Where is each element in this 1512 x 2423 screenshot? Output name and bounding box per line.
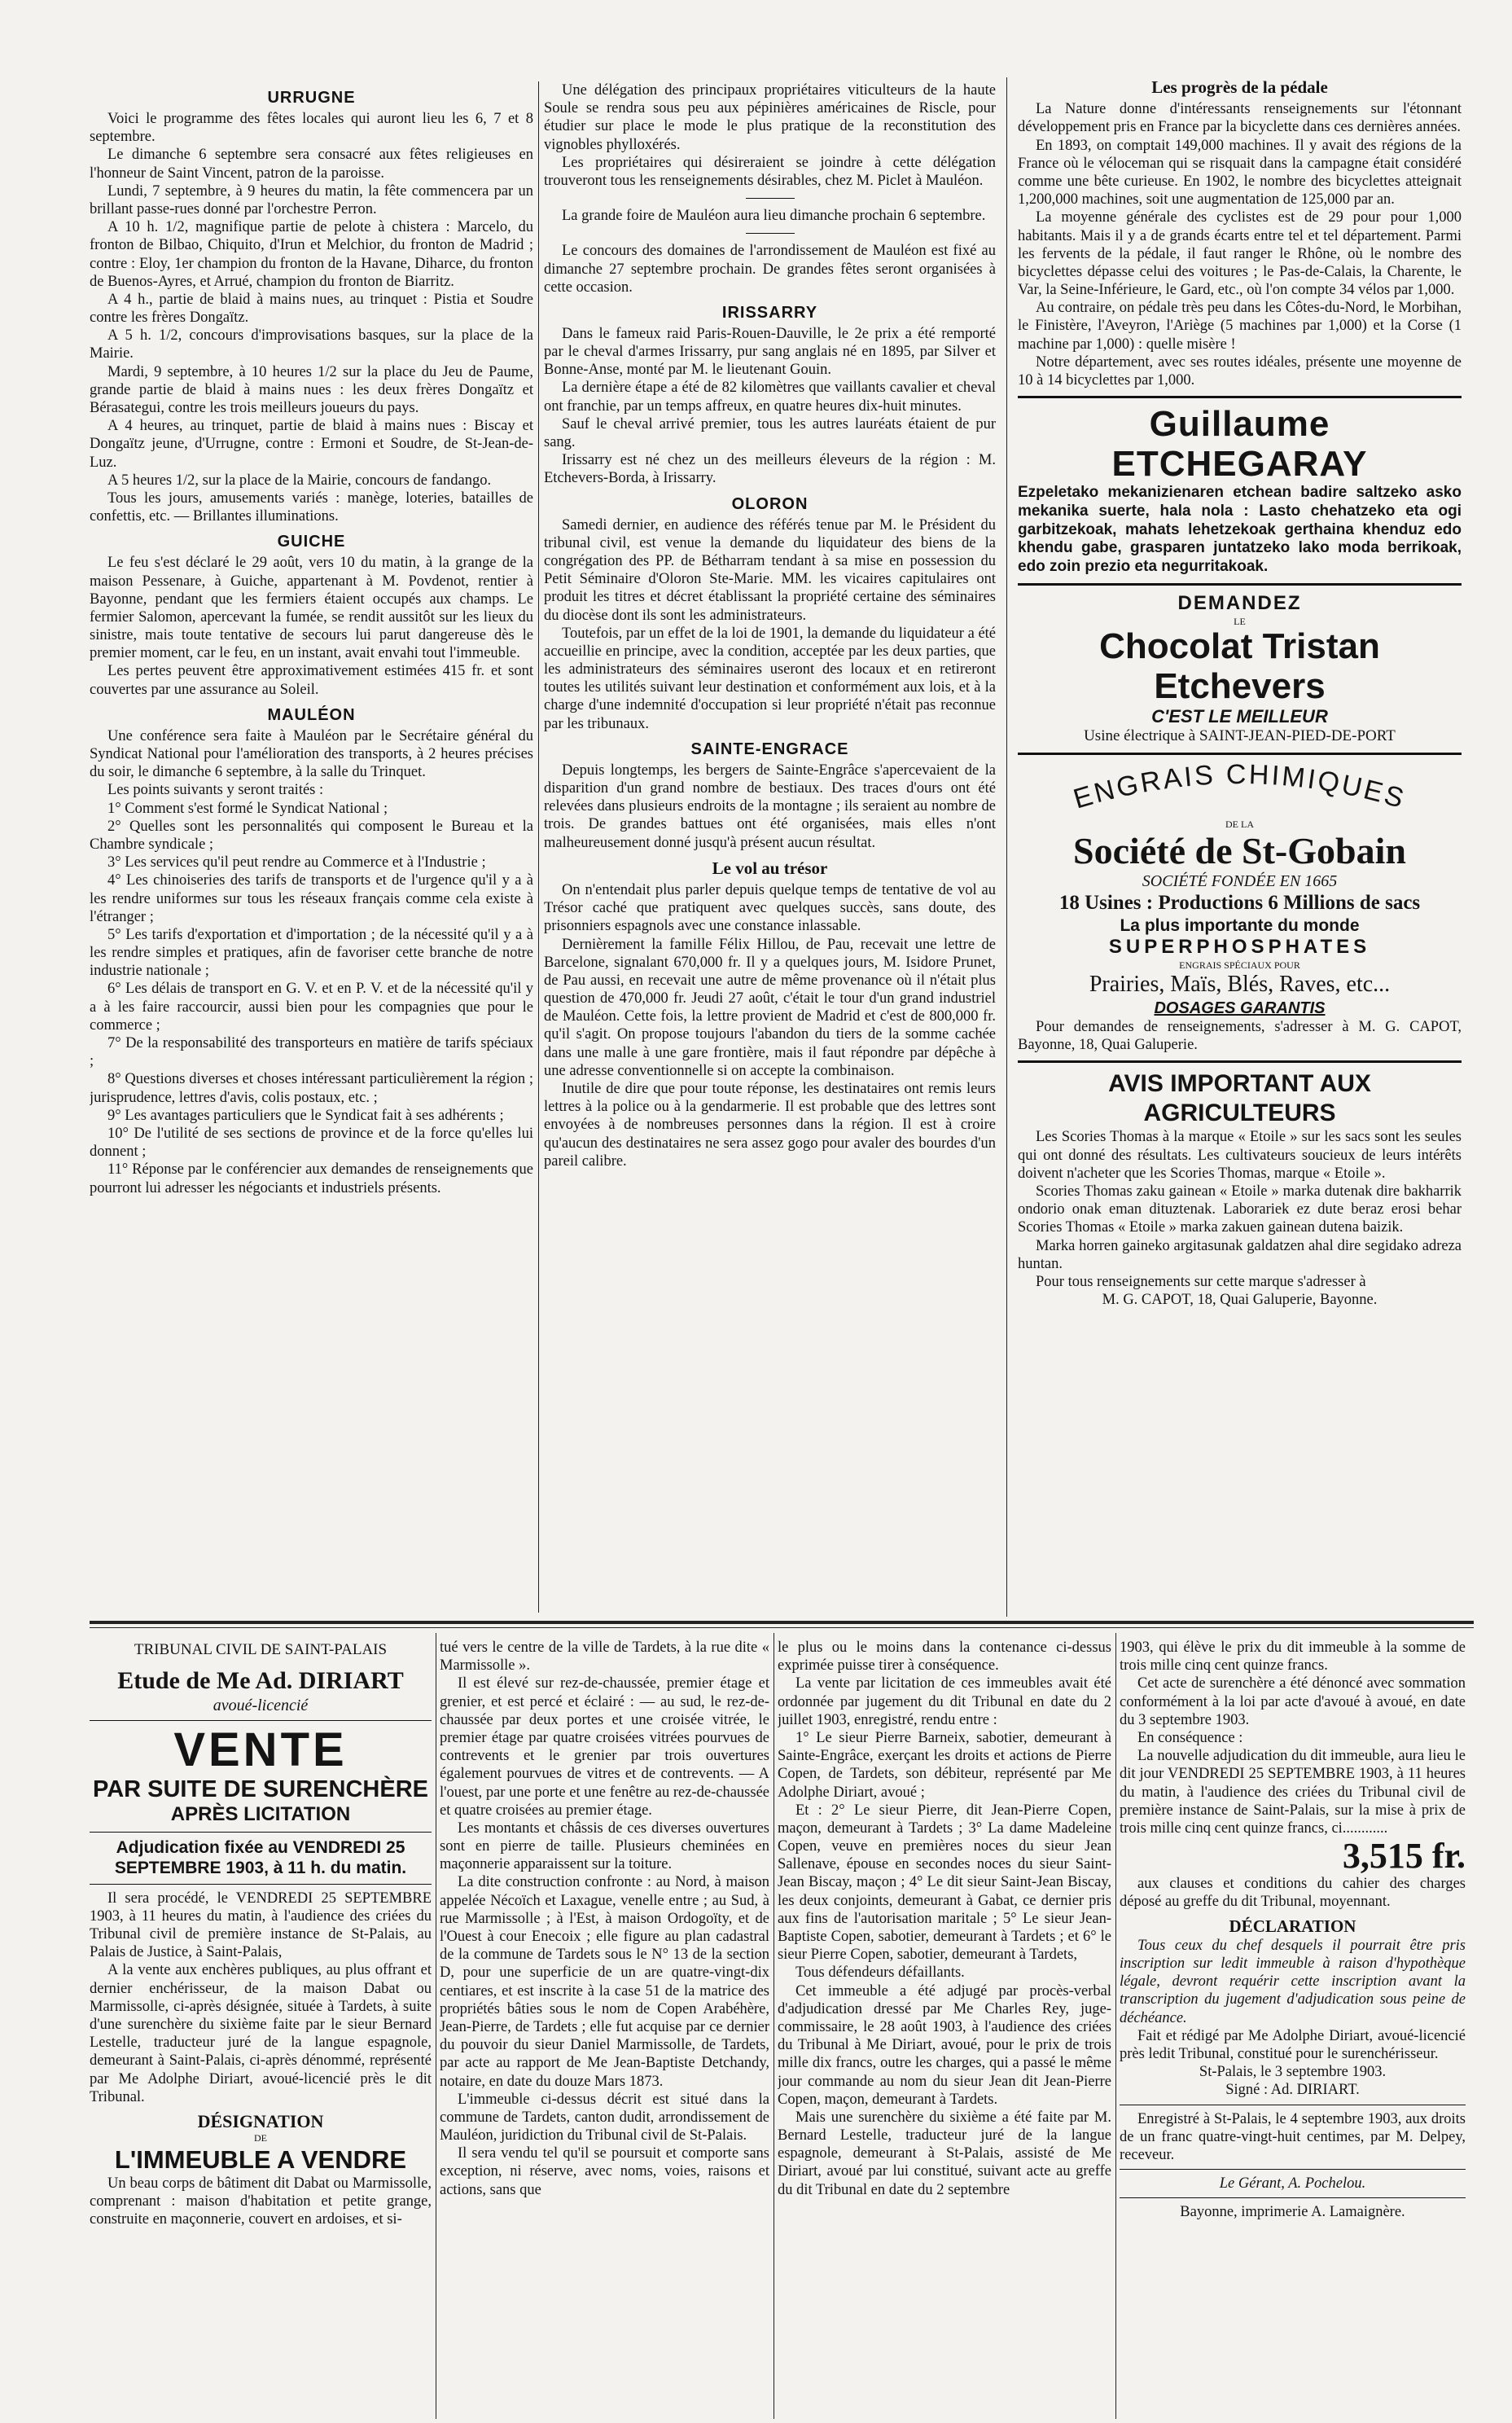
paragraph: Les Scories Thomas à la marque « Etoile » sur les sacs sont les seules qui ont donné des résultats. Les cultivateurs soucieux de leurs intérêts doivent n'acheter que les Scories Thomas, marque « Etoile ». [1018,1129,1462,1182]
paragraph: Il est élevé sur rez-de-chaussée, premier étage et grenier, et est percé et éclairé : — au sud, le rez-de-chaussée par deux portes et une croisée vitrée, le premier étage par quatre croisées vitrées pourvues de contrevents et le grenier par trois ouvertures également pourvues de vitres et de contrevents. — A l'ouest, par une porte et une fenêtre au rez-de-chaussée et quatre croisées au premier étage. [440,1675,769,1819]
paragraph: Et : 2° Le sieur Pierre, dit Jean-Pierre Copen, maçon, demeurant à Tardets ; 3° La dame Madeleine Copen, veuve en premières noces du sieur Jean Sallenave, épouse en secondes noces du sieur Saint-Jean Biscay, maçon ; 4° Le dit sieur Saint-Jean Biscay, les deux conjoints, demeurant à Gabat, ce dernier pris aux fins de l'autorisation maritale ; 5° Le sieur Jean-Baptiste Copen, sabotier, demeurant à Tardets ; et 6° le sieur Pierre Copen, sabotier, demeurant à Tardets, [778,1802,1111,1964]
paragraph: 6° Les délais de transport en G. V. et en P. V. et de la nécessité qu'il y a à les faire raccourcir, aussi bien pour les compagnies que pour le commerce ; [90,981,533,1034]
pedale-heading: Les progrès de la pédale [1151,77,1328,97]
paragraph: 1903, qui élève le prix du dit immeuble à la somme de trois mille cinq cent quinze francs. [1120,1639,1466,1675]
paragraph: Marka horren gaineko argitasunak galdatzen ahal dire segidako adreza huntan. [1018,1237,1462,1272]
declaration-text: Tous ceux du chef desquels il pourrait être pris inscription sur ledit immeuble à raison d'hypothèque légale, devront requérir cette inscription avant la transcription du jugement d'adjudication sous peine de déchéance. [1120,1937,1466,2026]
paragraph: Depuis longtemps, les bergers de Sainte-Engrâce s'apercevaient de la disparition d'un grand nombre de bestiaux. Des traces d'ours ont été relevées dans plusieurs endroits de la montagne ; ils seraient au nombre de trois. De grandes battues ont été organisées, mais elles n'ont malheureusement donné jusqu'à présent aucun résultat. [544,762,996,851]
paragraph: Au contraire, on pédale très peu dans les Côtes-du-Nord, le Morbihan, le Finistère, l'Aveyron, l'Ariège (5 machines par 1,000) et la Corse (1 machine par 1,000) : quelle misère ! [1018,300,1462,353]
paragraph: 7° De la responsabilité des transporteurs en matière de tarifs spéciaux ; [90,1035,533,1070]
etude-text: Etude de Me Ad. DIRIART [117,1666,404,1694]
etchegaray-title: Guillaume ETCHEGARAY [1111,404,1368,484]
paragraph: Mais une surenchère du sixième a été faite par M. Bernard Lestelle, traducteur juré de la langue espagnole, demeurant à St-Palais, assisté de Me Diriart, avoué par lui constitué, suivant acte au greffe du dit Tribunal en date du 2 septembre [778,2109,1111,2198]
paragraph: Tous défendeurs défaillants. [795,1964,965,1982]
capot-address: M. G. CAPOT, 18, Quai Galuperie, Bayonne. [1102,1292,1378,1309]
paragraph: tué vers le centre de la ville de Tardets, à la rue dite « Marmissolle ». [440,1639,769,1675]
usine-text: Usine électrique à SAINT-JEAN-PIED-DE-PORT [1084,727,1396,745]
paragraph: Enregistré à St-Palais, le 4 septembre 1903, aux droits de un franc quatre-vingt-huit centimes, par M. Delpey, receveur. [1120,2110,1466,2163]
legal-column-2 [440,1639,769,2419]
divider [1018,583,1462,586]
paragraph: La grande foire de Mauléon aura lieu dimanche prochain 6 septembre. [562,208,986,225]
chocolat-slogan: C'EST LE MEILLEUR [1151,705,1328,726]
paragraph: Le concours des domaines de l'arrondissement de Mauléon est fixé au dimanche 27 septembre prochain. De grandes fêtes seront organisées à cette occasion. [544,243,996,296]
demandez-text: DEMANDEZ [1177,591,1302,614]
paragraph: La dernière étape a été de 82 kilomètres que vaillants cavalier et cheval ont franchie, par un temps affreux, en quatre heures dix-huit minutes. [544,380,996,415]
paragraph: En 1893, on comptait 149,000 machines. Il y avait des régions de la France où le véloceman qui se risquait dans la campagne était considéré comme une bête curieuse. En 1902, le nombre des bicyclettes atteignait 1,200,000 machines, soit une augmentation de 125,000 par an. [1018,137,1462,209]
guiche-heading: GUICHE [277,533,346,551]
paragraph: Fait et rédigé par Me Adolphe Diriart, avoué-licencié près ledit Tribunal, constitué pour le surenchérisseur. [1120,2027,1466,2062]
paragraph: Mardi, 9 septembre, à 10 heures 1/2 sur la place du Jeu de Paume, grande partie de blaid à mains nues : les deux frères Dongaïtz et Bérasategui, contre les trois meilleurs joueurs du pays. [90,363,533,416]
paragraph: Toutefois, par un effet de la loi de 1901, la demande du liquidateur a été accueillie en principe, avec la condition, acceptée par les deux parties, que les administrateurs des séminaires useront des locaux et en retireront toutes les utilités suivant leur destination et conformément aux lois, et à la charge d'une indemnité d'occupation si leur propriété n'était pas reconnue par les tribunaux. [544,625,996,732]
paragraph: Notre département, avec ses routes idéales, présente une moyenne de 10 à 14 bicyclettes par 1,000. [1018,353,1462,388]
avoue-text: avoué-licencié [213,1696,309,1714]
gerant-text: Le Gérant, A. Pochelou. [1219,2175,1366,2193]
paragraph: 2° Quelles sont les personnalités qui composent le Bureau et la Chambre syndicale ; [90,818,533,853]
paragraph: La vente par licitation de ces immeubles avait été ordonnée par jugement du dit Tribunal en date du 2 juillet 1903, enregistré, rendu entre : [778,1675,1111,1728]
paragraph: La dite construction confronte : au Nord, à maison appelée Nécoïch et Laxague, venelle entre ; au Sud, à rue Marmissolle ; à l'Est, à maison Ordogoïty, et de l'Ouest à cour Enecoix ; elle figure au plan cadastral de la commune de Tardets sous le N° 13 de la section D, pour une superficie de un are quatre-vingt-dix centiares, et est inscrite à la case 51 de la matrice des propriétés bâties sous le nom de Copen Arabéhère, Jean-Pierre, de Tardets ; elle fut acquise par ce dernier du pouvoir du sieur Daniel Marmissolle, de Tardets, par acte au rapport de Me Jean-Baptiste Detchandy, notaire, en date du douze Mars 1873. [440,1874,769,2090]
paragraph: La Nature donne d'intéressants renseignements sur l'étonnant développement pris en France par la bicyclette dans ces dernières années. [1018,101,1462,136]
licitation-text: APRÈS LICITATION [170,1803,351,1826]
paragraph: Dernièrement la famille Félix Hillou, de Pau, recevait une lettre de Barcelone, signalant 670,000 fr. Il y a quelques jours, M. Isidore Prunet, de Pau aussi, en recevait une autre de même provenance où il n'était plus question de 470,000 fr. Jeudi 27 août, c'était le tour d'un grand industriel de Mauléon. Cette fois, la lettre provient de Madrid et c'est de 800,000 fr. qu'il s'agit. On propose toujours l'abandon du tiers de la somme cachée dans une malle à une gare frontière, mais il faut répondre par dépêche à une adresse conventionnelle si on accepte la combinaison. [544,936,996,1079]
legal-column-1 [90,1641,432,2419]
section-rule [90,1627,1474,1628]
sainte-engrace-heading: SAINTE-ENGRACE [690,740,849,758]
column-3 [1018,77,1462,1617]
urrugne-body [90,110,533,525]
divider [1018,1060,1462,1063]
paragraph: 4° Les chinoiseries des tarifs de transports et de l'urgence qu'il y a à les rendre uniformes sur tous les réseaux français comme cela existe à l'étranger ; [90,872,533,925]
engrais-arc-title [1018,762,1462,819]
le-text: LE [1234,615,1246,627]
divider [1120,2197,1466,2198]
paragraph: Une conférence sera faite à Mauléon par le Secrétaire général du Syndicat National pour l'amélioration des transports, à 2 heures précises du soir, le dimanche 6 septembre, à la salle du Trinquet. [90,727,533,781]
dosages-text: DOSAGES GARANTIS [1154,999,1326,1018]
column-divider [1115,1633,1116,2419]
paragraph: L'immeuble ci-dessus décrit est situé dans la commune de Tardets, canton dudit, arrondissement de Mauléon, juridiction du Tribunal civil de St-Palais. [440,2091,769,2144]
paragraph: Sauf le cheval arrivé premier, tous les autres lauréats étaient de pur sang. [544,415,996,450]
paragraph: Dans le fameux raid Paris-Rouen-Dauville, le 2e prix a été remporté par le cheval d'armes Irissarry, pur sang anglais né en 1895, par Silver et Bonne-Anse, monté par M. le lieutenant Gouin. [544,325,996,379]
paragraph: A 4 heures, au trinquet, partie de blaid à mains nues : Biscay et Dongaïtz jeune, d'Urrugne, contre : Ermoni et Soudre, de St-Jean-de-Luz. [90,418,533,471]
divider [1018,753,1462,755]
paragraph: Irissarry est né chez un des meilleurs éleveurs de la région : M. Etchevers-Borda, à Irissarry. [544,452,996,487]
divider [90,1720,432,1721]
paragraph: 11° Réponse par le conférencier aux demandes de renseignements que pourront lui adresser les négociants et industriels présents. [90,1161,533,1196]
paragraph: Les pertes peuvent être approximativement estimées 415 fr. et sont couvertes par une assurance au Soleil. [90,663,533,698]
adjudication-text: Adjudication fixée au VENDREDI 25 SEPTEMBRE 1903, à 11 h. du matin. [114,1838,407,1878]
divider [746,233,795,234]
importante-text: La plus importante du monde [1120,916,1360,936]
urrugne-heading: URRUGNE [267,89,356,107]
paragraph: Le dimanche 6 septembre sera consacré aux fêtes religieuses en l'honneur de Saint Vincent, patron de la paroisse. [90,147,533,182]
paragraph: Le feu s'est déclaré le 29 août, vers 10 du matin, à la grange de la maison Pessenare, à Guiche, appartenant à M. Povdenot, rentier à Bayonne, pendant que les fermiers étaient occupés aux champs. Le fermier Salomon, apercevant la fumée, se rendit aussitôt sur les lieux du sinistre, mais toute tentative de secours lui parut dangereuse dès le premier moment, car le feu, en un instant, avait envahi tout l'immeuble. [90,555,533,662]
paragraph: aux clauses et conditions du cahier des charges déposé au greffe du dit Tribunal, moyennant. [1120,1876,1466,1911]
paragraph: Les montants et châssis de ces diverses ouvertures sont en pierre de taille. Plusieurs cheminées en maçonnerie apparaissent sur la toiture. [440,1819,769,1873]
paragraph: Il sera vendu tel qu'il se poursuit et comporte sans exception, ni réserve, avec noms, voies, raisons et actions, sans que [440,2145,769,2198]
fondee-text: SOCIÉTÉ FONDÉE EN 1665 [1142,872,1338,891]
paragraph: Voici le programme des fêtes locales qui auront lieu les 6, 7 et 8 septembre. [90,111,533,146]
saint-gobain-title: Société de St-Gobain [1073,829,1406,871]
mise-a-prix: 3,515 fr. [1342,1836,1466,1877]
surenchere-text: PAR SUITE DE SURENCHÈRE [93,1776,428,1802]
paragraph: 9° Les avantages particuliers que le Syndicat fait à ses adhérents ; [107,1107,504,1124]
imprimerie-text: Bayonne, imprimerie A. Lamaignère. [1180,2204,1405,2221]
designation-text: DÉSIGNATION [197,2110,324,2131]
divider [746,198,795,199]
paragraph: Tous les jours, amusements variés : manège, loteries, batailles de confettis, etc. — Brillantes illuminations. [90,489,533,525]
etchegaray-text: Ezpeletako mekanizienaren etchean badire saltzeko asko mekanika suerte, hala nola : Lasto chehatzeko eta ogi garbitzekoak, mahats lehetzekoak gerthaina khenduz edo khendu gabe, grasparen juntatzeko lako moda berrikoak, edo zoin prezio eta negurritakoak. [1018,483,1462,576]
paragraph: La nouvelle adjudication du dit immeuble, aura lieu le dit jour VENDREDI 25 SEPTEMBRE 1903, à 11 heures du matin, à l'audience des criées du Tribunal civil de première instance de Saint-Palais, sur la mise à prix de trois mille cinq cent quinze francs, ci............ [1120,1748,1466,1837]
speciaux-text: ENGRAIS SPÉCIAUX POUR [1179,959,1300,972]
chocolat-title: Chocolat Tristan Etchevers [1099,626,1380,706]
signature-text: Signé : Ad. DIRIART. [1225,2082,1360,2099]
paragraph: le plus ou le moins dans la contenance ci-dessus exprimée puisse tirer à conséquence. [778,1639,1111,1675]
paragraph: Une délégation des principaux propriétaires viticulteurs de la haute Soule se rendra sous peu aux pépinières américaines de Riscle, pour étudier sur place le mode le plus pratique de la reconstitution des vignobles phylloxérés. [544,82,996,153]
divider [1018,396,1462,398]
column-1 [90,81,533,1613]
divider [90,1832,432,1833]
paragraph: 5° Les tarifs d'exportation et d'importation ; de la nécessité qu'il y a à les rendre simples et pratiques, afin de favoriser cette branche de notre industrie nationale ; [90,926,533,980]
paragraph: A la vente aux enchères publiques, au plus offrant et dernier enchérisseur, de la maison Dabat ou Marmissolle, ci-après désignée, située à Tardets, à suite d'une surenchère du sixième faite par le sieur Bernard Lestelle, traducteur juré de la langue espagnole, demeurant à Saint-Palais, ci-après dénommé, représenté par Me Adolphe Diriart, avoué-licencié près le dit Tribunal. [90,1962,432,2105]
section-rule [90,1621,1474,1624]
date-text: St-Palais, le 3 septembre 1903. [1199,2064,1387,2081]
paragraph: A 5 h. 1/2, concours d'improvisations basques, sur la place de la Mairie. [90,327,533,362]
paragraph: Inutile de dire que pour toute réponse, les destinataires ont remis leurs lettres à la police ou à la gendarmerie. Il est probable que des lettres sont envoyées à de nombreuses personnes dans la région. Il est à croire qu'aucun des destinataires ne sera assez gogo pour avaler des bourdes d'un pareil calibre. [544,1081,996,1170]
paragraph: 3° Les services qu'il peut rendre au Commerce et à l'Industrie ; [107,854,486,871]
paragraph: Pour tous renseignements sur cette marque s'adresser à [1036,1273,1366,1290]
paragraph: 8° Questions diverses et choses intéressant particulièrement la région ; jurisprudence, lettres d'avis, colis postaux, etc. ; [90,1071,533,1106]
paragraph: Les points suivants y seront traités : [107,782,324,799]
immeuble-title: L'IMMEUBLE A VENDRE [114,2144,407,2174]
paragraph: La moyenne générale des cyclistes est de 29 pour pour 1,000 habitants. Mais il y a de grands écarts entre tel et tel département. Parmi les fervents de la pédale, il faut ranger le Rhône, où le nombre des bicyclettes dépasse celui des voitures ; le Pas-de-Calais, la Charente, le Var, la Seine-Inférieure, le Gard, etc., où l'on compte 34 vélos par 1,000. [1018,209,1462,299]
paragraph: Les propriétaires qui désireraient se joindre à cette délégation trouveront tous les renseignements désirables, chez M. Piclet à Mauléon. [544,154,996,189]
paragraph: On n'entendait plus parler depuis quelque temps de tentative de vol au Trésor caché que pratiquent avec quelques succès, sans doute, des prisonniers espagnols avec une constance inlassable. [544,881,996,935]
paragraph: Samedi dernier, en audience des référés tenue par M. le Président du tribunal civil, est venue la demande du liquidateur des biens de la congrégation des PP. de Bétharram tendant à sa mise en possession du Petit Séminaire d'Oloron Ste-Marie. MM. les vicaires capitulaires ont produit les titres et décret établissant la propriété certaine des séminaires du diocèse dont ils sont les administrateurs. [544,516,996,624]
svg-text:ENGRAIS CHIMIQUES: ENGRAIS CHIMIQUES [1070,762,1409,815]
oloron-heading: OLORON [731,494,809,513]
paragraph: 1° Le sieur Pierre Barneix, sabotier, demeurant à Sainte-Engrâce, exerçant les droits et actions de Pierre Copen, de Tardets, son débiteur, représenté par Me Adolphe Diriart, avoué ; [778,1729,1111,1801]
divider [1120,2169,1466,2170]
tribunal-text: TRIBUNAL CIVIL DE SAINT-PALAIS [134,1641,388,1658]
paragraph: En conséquence : [1137,1729,1243,1746]
divider [90,1884,432,1885]
dela-text: DE LA [1225,819,1254,831]
paragraph: A 10 h. 1/2, magnifique partie de pelote à chistera : Marcelo, du fronton de Bilbao, Chiquito, d'Irun et Melchior, du fronton de Madrid ; contre : Eloy, 1er champion du fronton de la Havane, Diharce, du fronton de Buenos-Ayres, et Arrué, champion du fronton de Biarritz. [90,219,533,290]
avis-title: AVIS IMPORTANT AUX AGRICULTEURS [1108,1070,1371,1127]
column-2 [544,81,996,1613]
paragraph: Scories Thomas zaku gainean « Etoile » marka dutenak dire bakharrik ondorio onak eman dituztenak. Laborariek ez dute beraz erosi behar Scories Thomas « Etoile » marka zakuen gainean dutena baizik. [1018,1183,1462,1236]
paragraph: 10° De l'utilité de ses sections de province et de la force qu'elles lui donnent ; [90,1125,533,1161]
paragraph: Cet immeuble a été adjugé par procès-verbal d'adjudication dressé par Me Charles Rey, juge-commissaire, le 28 août 1903, à l'audience des criées du Tribunal à Me Diriart, avoué, pour le prix de trois mille dix francs, outre les charges, qui a passé le même jour commande au nom du sieur Jean dit Jean-Pierre Copen, maçon, demeurant à Tardets. [778,1982,1111,2108]
paragraph: Il sera procédé, le VENDREDI 25 SEPTEMBRE 1903, à 11 heures du matin, à l'audience des criées du Tribunal civil de première instance de St-Palais, au Palais de Justice, à Saint-Palais, [90,1890,432,1961]
vol-tresor-heading: Le vol au trésor [712,858,828,878]
legal-column-4 [1120,1639,1466,2419]
paragraph: Un beau corps de bâtiment dit Dabat ou Marmissolle, comprenant : maison d'habitation et petite grange, construite en maçonnerie, couvert en ardoises, et si- [90,2175,432,2228]
paragraph: Lundi, 7 septembre, à 9 heures du matin, la fête commencera par un brillant passe-rues donné par l'orchestre Perron. [90,182,533,217]
irissarry-heading: IRISSARRY [721,303,818,322]
mauleon-heading: MAULÉON [267,705,356,724]
de-text: DE [254,2132,267,2144]
paragraph: Cet acte de surenchère a été dénoncé avec sommation conformément à la loi par acte d'avoué à avoué, en date du 3 septembre 1903. [1120,1675,1466,1728]
paragraph: A 5 heures 1/2, sur la place de la Mairie, concours de fandango. [107,472,492,489]
column-divider [538,81,539,1613]
paragraph: 1° Comment s'est formé le Syndicat National ; [107,800,388,817]
vente-title: VENTE [173,1723,348,1776]
legal-column-3 [778,1639,1111,2419]
column-divider [1006,77,1007,1617]
declaration-heading: DÉCLARATION [1229,1916,1356,1936]
engrais-contact: Pour demandes de renseignements, s'adresser à M. G. CAPOT, Bayonne, 18, Quai Galuperie. [1018,1019,1462,1054]
paragraph: A 4 h., partie de blaid à mains nues, au trinquet : Pistia et Soudre contre les frères Dongaïtz. [90,291,533,327]
usines-text: 18 Usines : Productions 6 Millions de sacs [1058,892,1421,915]
superphosphates-text: SUPERPHOSPHATES [1108,936,1371,959]
prairies-text: Prairies, Maïs, Blés, Raves, etc... [1089,972,1391,998]
